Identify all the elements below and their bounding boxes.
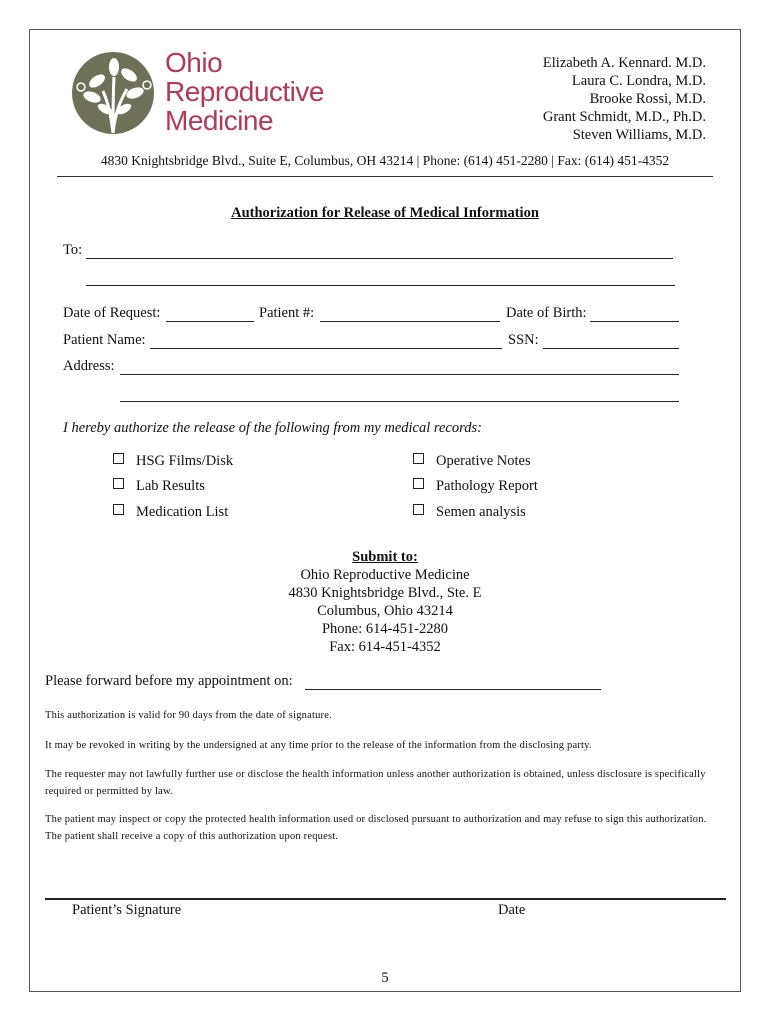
- disclaimer-revocation: It may be revoked in writing by the undersigned at any time prior to the release of the information from the disclosing party.: [45, 740, 592, 751]
- checkbox-icon[interactable]: [413, 504, 424, 515]
- address-field-line-1[interactable]: [120, 374, 679, 375]
- checkbox-icon[interactable]: [113, 504, 124, 515]
- checkbox-label: Lab Results: [136, 478, 205, 494]
- checkbox-label: Medication List: [136, 504, 229, 520]
- checkbox-icon[interactable]: [113, 453, 124, 464]
- to-field-line-1[interactable]: [86, 258, 673, 259]
- header-divider: [57, 176, 713, 177]
- checkbox-label: Operative Notes: [436, 453, 531, 469]
- logo-line-1: Ohio: [165, 47, 223, 78]
- date-label: Date: [498, 902, 526, 918]
- ssn-label: SSN:: [508, 332, 539, 348]
- patient-signature-label: Patient’s Signature: [72, 902, 182, 918]
- disclaimer-redisclosure: The requester may not lawfully further use or disclose the health information unless another authorization is obtained, unless disclosure is specifically required or permitted by law.: [45, 769, 706, 797]
- submit-line: Ohio Reproductive Medicine: [300, 567, 470, 583]
- forward-label: Please forward before my appointment on:: [45, 673, 293, 689]
- logo-wordmark: [165, 48, 324, 135]
- checkbox-operative-notes[interactable]: [413, 453, 531, 470]
- doctor-name: Grant Schmidt, M.D., Ph.D.: [542, 109, 706, 125]
- appointment-date-field[interactable]: [305, 689, 601, 690]
- submit-to-block: [0, 548, 770, 656]
- disclaimer-patient-rights: The patient may inspect or copy the protected health information used or disclosed pursuant to authorization and may refuse to sign this authorization. The patient shall receive a copy of this authorization upon request.: [45, 814, 707, 842]
- address-label: Address:: [63, 358, 115, 374]
- form-title: Authorization for Release of Medical Information: [231, 205, 539, 221]
- doctor-name: Brooke Rossi, M.D.: [589, 91, 706, 107]
- doctor-name: Elizabeth A. Kennard. M.D.: [542, 55, 706, 71]
- disclaimer-validity: This authorization is valid for 90 days from the date of signature.: [45, 710, 332, 721]
- to-label: To:: [63, 242, 83, 258]
- checkbox-semen-analysis[interactable]: [413, 504, 526, 521]
- checkbox-label: HSG Films/Disk: [136, 453, 234, 469]
- logo-line-3: Medicine: [165, 105, 274, 136]
- authorize-statement: I hereby authorize the release of the following from my medical records:: [63, 420, 482, 436]
- checkbox-pathology-report[interactable]: [413, 478, 538, 495]
- page-number: 5: [381, 970, 389, 986]
- patient-name-field[interactable]: [150, 348, 502, 349]
- signature-line[interactable]: [45, 898, 726, 900]
- doctor-name: Laura C. Londra, M.D.: [571, 73, 706, 89]
- submit-line: Fax: 614-451-4352: [329, 639, 441, 655]
- logo-line-2: Reproductive: [165, 76, 324, 107]
- date-of-request-field[interactable]: [166, 321, 254, 322]
- checkbox-icon[interactable]: [413, 478, 424, 489]
- checkbox-label: Semen analysis: [436, 504, 526, 520]
- ssn-field[interactable]: [543, 348, 679, 349]
- patient-name-label: Patient Name:: [63, 332, 146, 348]
- checkbox-medication-list[interactable]: [113, 504, 228, 521]
- submit-line: 4830 Knightsbridge Blvd., Ste. E: [288, 585, 482, 601]
- checkbox-label: Pathology Report: [436, 478, 538, 494]
- checkbox-icon[interactable]: [113, 478, 124, 489]
- patient-number-field[interactable]: [320, 321, 500, 322]
- checkbox-icon[interactable]: [413, 453, 424, 464]
- doctor-list: [543, 54, 706, 144]
- submit-heading: Submit to:: [352, 549, 418, 565]
- submit-line: Phone: 614-451-2280: [321, 621, 449, 637]
- address-field-line-2[interactable]: [120, 401, 679, 402]
- checkbox-lab-results[interactable]: [113, 478, 205, 495]
- date-of-request-label: Date of Request:: [63, 305, 161, 321]
- submit-line: Columbus, Ohio 43214: [317, 603, 453, 619]
- patient-number-label: Patient #:: [259, 305, 315, 321]
- to-field-line-2[interactable]: [86, 285, 675, 286]
- ohio-reproductive-medicine-logo-icon: [67, 47, 163, 137]
- checkbox-hsg-films[interactable]: [113, 453, 233, 470]
- date-of-birth-label: Date of Birth:: [506, 305, 587, 321]
- doctor-name: Steven Williams, M.D.: [572, 127, 706, 143]
- clinic-address: 4830 Knightsbridge Blvd., Suite E, Columbus, OH 43214 | Phone: (614) 451-2280 | Fax: (614) 451-4352: [100, 153, 670, 168]
- date-of-birth-field[interactable]: [590, 321, 679, 322]
